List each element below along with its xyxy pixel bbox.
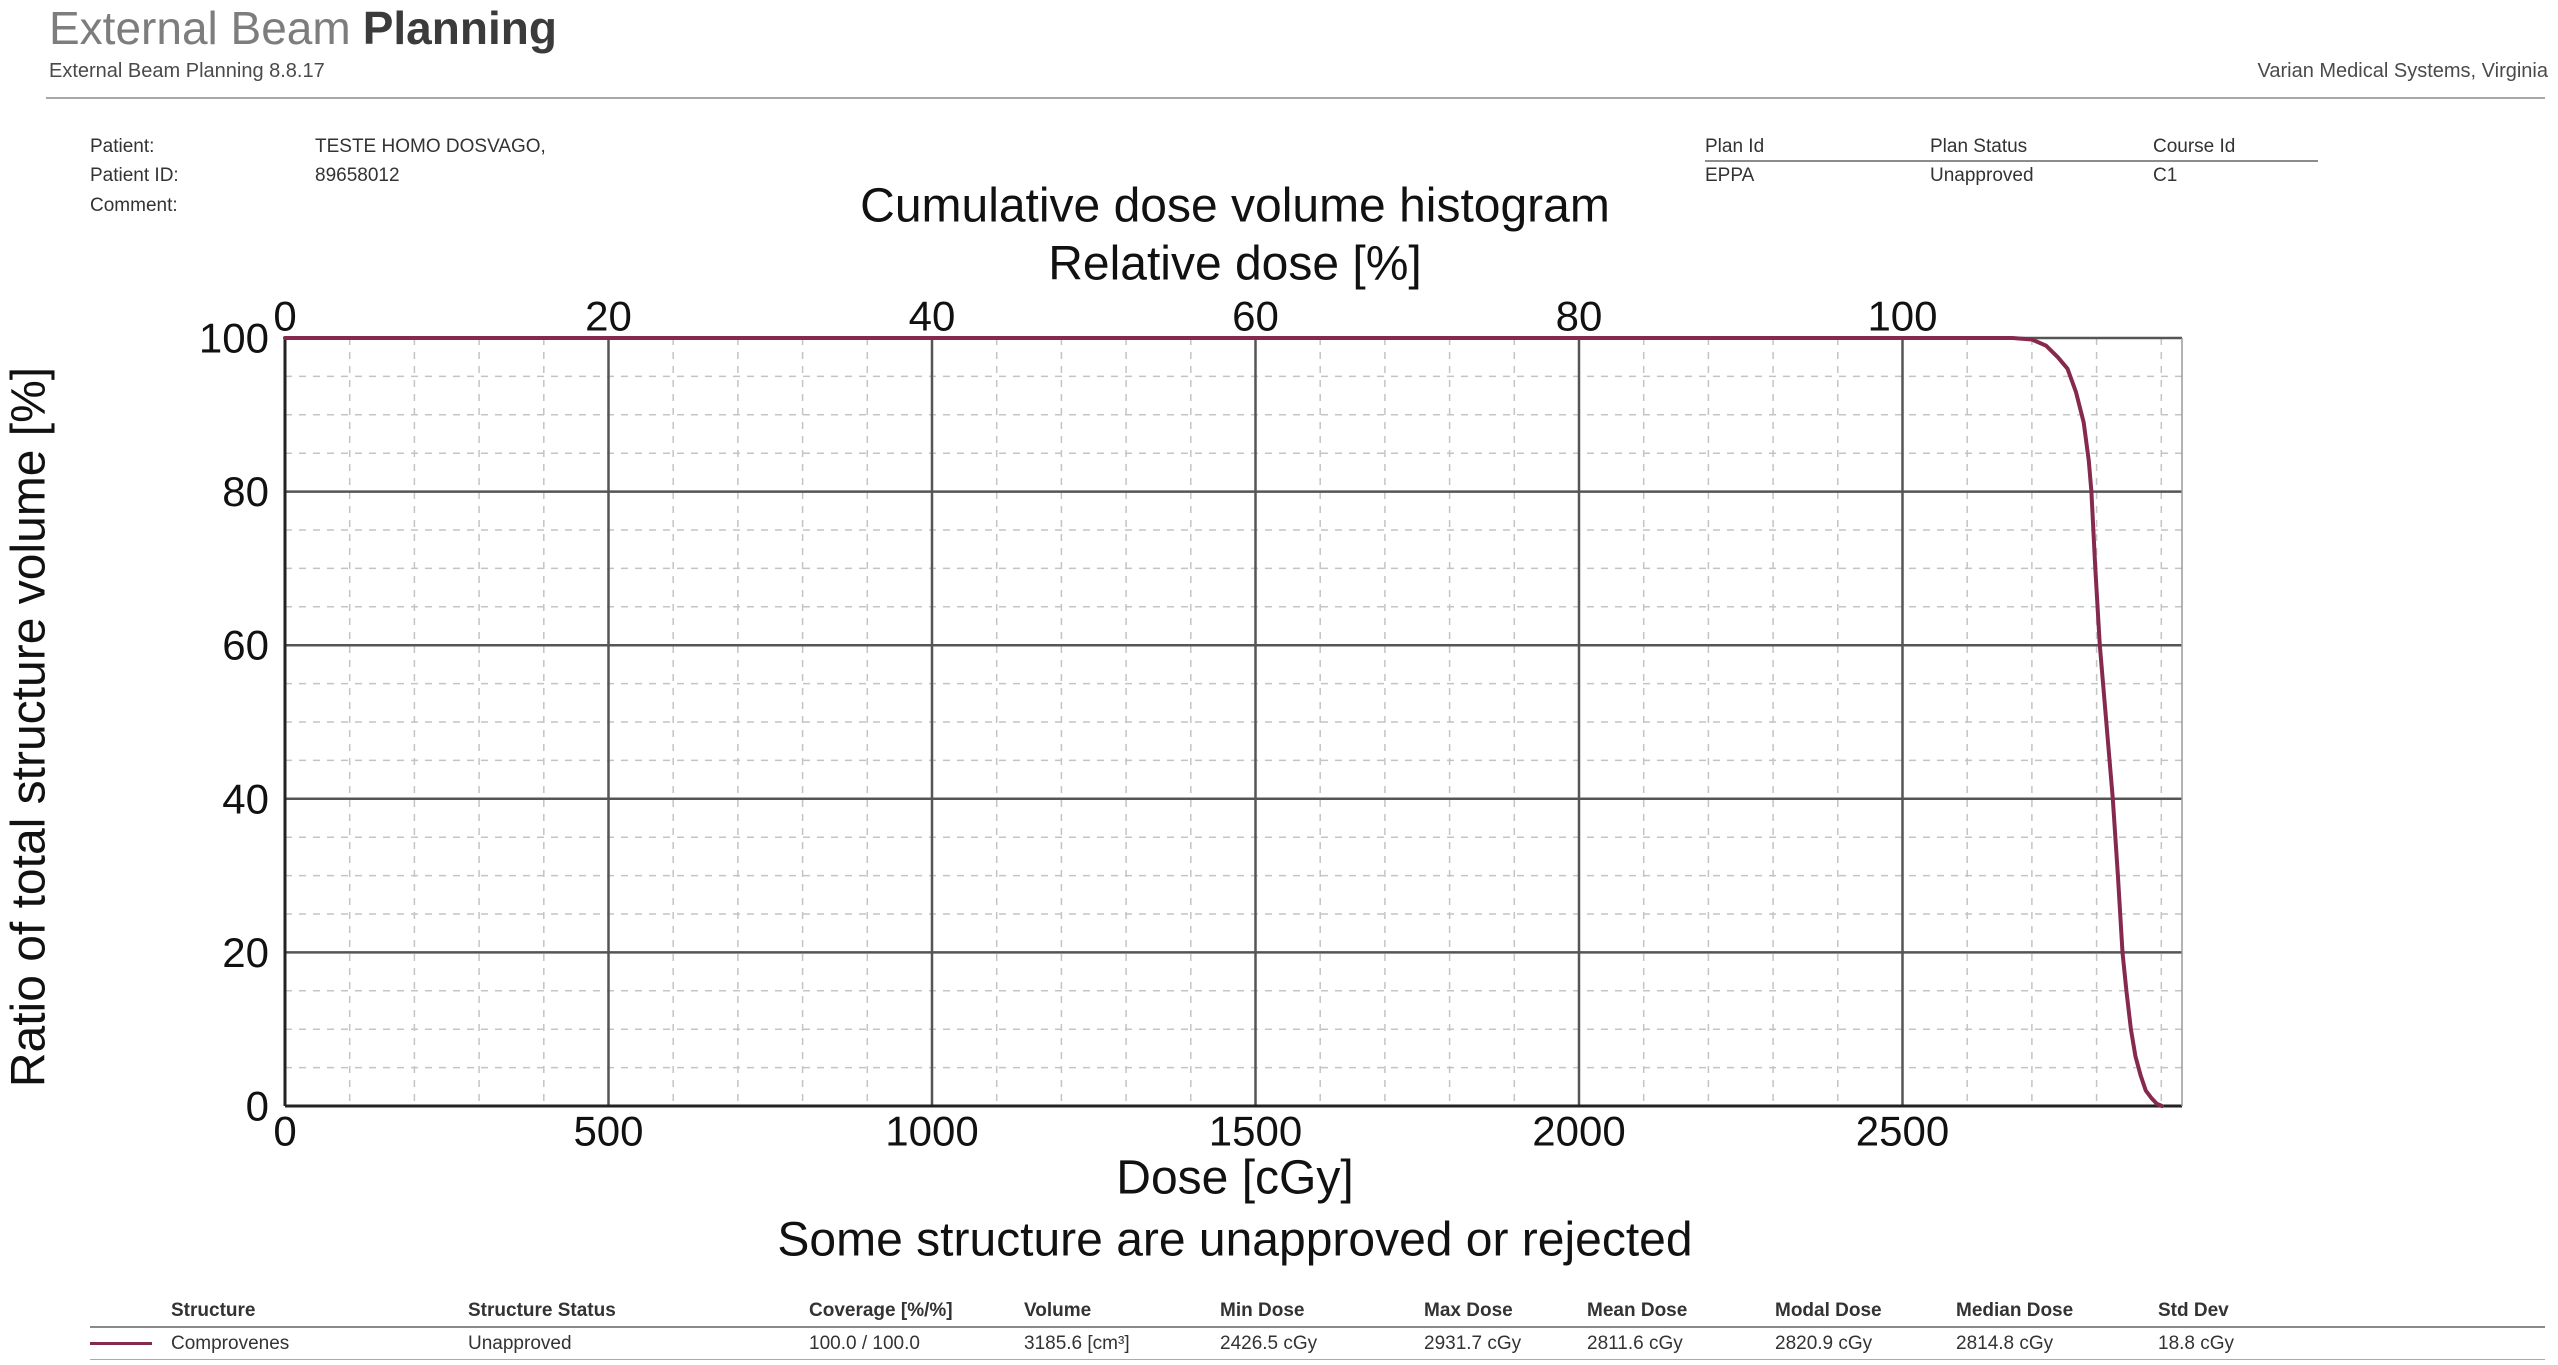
- y-tick-label: 100: [198, 314, 269, 362]
- col-header-modal-dose: Modal Dose: [1775, 1300, 1882, 1321]
- x-tick-label: 500: [573, 1107, 644, 1155]
- x-tick-label: 2000: [1532, 1107, 1626, 1155]
- y-tick-label: 40: [222, 775, 269, 823]
- plan-id-label: Plan Id: [1705, 136, 1765, 157]
- app-title-light: External Beam: [49, 2, 351, 54]
- x2-tick-label: 100: [1867, 292, 1938, 340]
- plan-status-label: Plan Status: [1930, 136, 2028, 157]
- y-tick-label: 60: [222, 621, 269, 669]
- col-header-structure: Structure: [171, 1300, 256, 1321]
- y-axis-label: Ratio of total structure volume [%]: [2, 366, 56, 1088]
- vendor-name: Varian Medical Systems, Virginia: [2257, 60, 2548, 82]
- cell-mean-dose: 2811.6 cGy: [1587, 1333, 1683, 1354]
- minor-grid: [285, 338, 2182, 1106]
- x-tick-label: 2500: [1855, 1107, 1950, 1155]
- plan-info-divider: [1705, 160, 2318, 162]
- x-axis-label: Dose [cGy]: [1116, 1151, 1354, 1205]
- patient-name: TESTE HOMO DOSVAGO,: [315, 136, 546, 157]
- x2-tick-label: 80: [1555, 292, 1603, 340]
- col-header-mean-dose: Mean Dose: [1587, 1300, 1688, 1321]
- x-tick-label: 1500: [1208, 1107, 1303, 1155]
- chart-title: Cumulative dose volume histogram: [860, 179, 1610, 233]
- cell-max-dose: 2931.7 cGy: [1424, 1333, 1522, 1354]
- app-title: [49, 2, 557, 54]
- course-id-label: Course Id: [2153, 136, 2236, 157]
- x-tick-label: 1000: [885, 1107, 979, 1155]
- y-tick-label: 0: [245, 1082, 269, 1130]
- x2-axis-label: Relative dose [%]: [1048, 237, 1422, 291]
- chart-footnote: Some structure are unapproved or rejected: [777, 1213, 1693, 1267]
- x2-tick-label: 20: [585, 292, 632, 340]
- course-id: C1: [2153, 165, 2178, 186]
- app-version: External Beam Planning 8.8.17: [49, 60, 325, 82]
- cell-structure: Comprovenes: [171, 1333, 290, 1354]
- plan-status: Unapproved: [1930, 165, 2034, 186]
- app-title-bold: Planning: [362, 2, 557, 54]
- col-header-median-dose: Median Dose: [1956, 1300, 2074, 1321]
- col-header-max-dose: Max Dose: [1424, 1300, 1513, 1321]
- legend-line-sample: [90, 1342, 152, 1345]
- patient-label: Patient:: [90, 136, 155, 157]
- col-header-structure-status: Structure Status: [468, 1300, 616, 1321]
- y-tick-label: 80: [222, 468, 269, 516]
- table-bottom-divider: [90, 1359, 2545, 1360]
- comment-label: Comment:: [90, 195, 178, 216]
- cell-modal-dose: 2820.9 cGy: [1775, 1333, 1873, 1354]
- cell-std-dev: 18.8 cGy: [2158, 1333, 2235, 1354]
- plan-id: EPPA: [1705, 165, 1755, 186]
- x2-tick-label: 40: [908, 292, 956, 340]
- patient-id-label: Patient ID:: [90, 165, 179, 186]
- cell-volume: 3185.6 [cm³]: [1024, 1333, 1130, 1354]
- cell-coverage: 100.0 / 100.0: [809, 1333, 920, 1354]
- patient-id: 89658012: [315, 165, 400, 186]
- x2-tick-label: 0: [273, 292, 297, 340]
- tick-labels: [199, 293, 1949, 1155]
- col-header-min-dose: Min Dose: [1220, 1300, 1305, 1321]
- cell-median-dose: 2814.8 cGy: [1956, 1333, 2054, 1354]
- y-tick-label: 20: [222, 928, 269, 976]
- x-tick-label: 0: [273, 1107, 297, 1155]
- cell-min-dose: 2426.5 cGy: [1220, 1333, 1318, 1354]
- header-divider: [46, 97, 2545, 99]
- table-header-divider: [90, 1326, 2545, 1328]
- x2-tick-label: 60: [1232, 292, 1279, 340]
- col-header-coverage: Coverage [%/%]: [809, 1300, 953, 1321]
- cell-structure-status: Unapproved: [468, 1333, 572, 1354]
- col-header-volume: Volume: [1024, 1300, 1092, 1321]
- col-header-std-dev: Std Dev: [2158, 1300, 2229, 1321]
